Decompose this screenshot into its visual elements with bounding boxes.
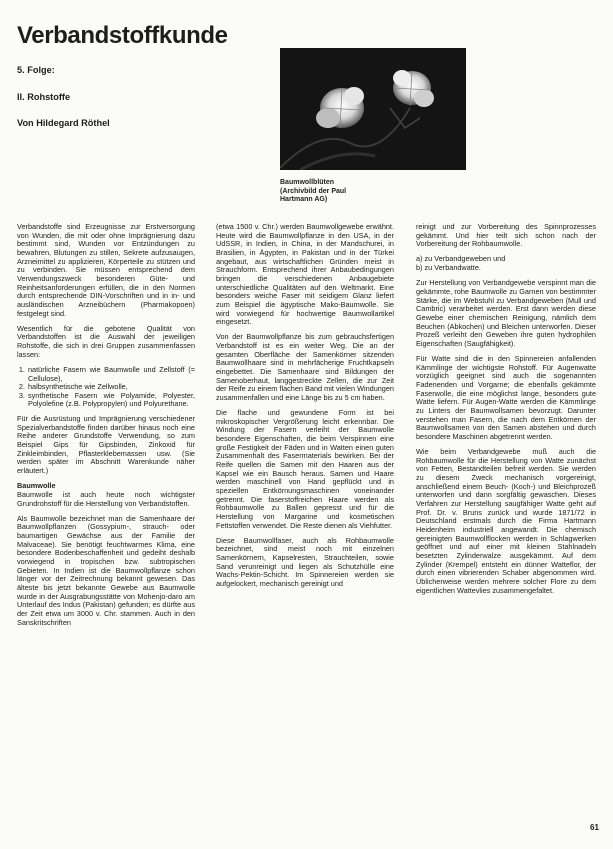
paragraph: Die flache und gewundene Form ist bei mikroskopischer Vergrößerung leicht erkennbar. Die Windung der Fasern verleiht der Baumwolle besondere Eigenschaften, die beim Verspinnen eine große Festigkeit der Fäden und in Watten einen guten Zusammenhalt des Fasermaterials bewirken. Bei der Reife quellen die Samen mit den Haaren aus der Kapsel wie ein Bausch heraus. Samen und Haare werden maschinell von Hand gepflückt und in speziellen Entkörnungsmaschinen voneinander getrennt. Die faserstoffreichen Haare werden als Rohbaumwolle zu Ballen gepresst und für die Herstellung von Margarine und kosmetischen Fettstoffen verwendet. Die Reste dienen als Viehfutter.: [216, 408, 394, 530]
list-item: 1. natürliche Fasern wie Baumwolle und Zellstoff (= Cellulose),: [27, 366, 195, 383]
paragraph: reinigt und zur Vorbereitung des Spinnprozesses gekämmt. Und hier teilt sich schon nach der Vorbereitung der Rohbaumwolle.: [416, 222, 596, 249]
paragraph: Wesentlich für die gebotene Qualität von Verbandstoffen ist die Auswahl der jeweiligen Rohstoffe, die sich in drei Gruppen zusammenfassen lassen:: [17, 323, 195, 359]
list-item: 3. synthetische Fasern wie Polyamide, Polyester, Polyolefine (z.B. Polypropylen) und Polyurethane.: [27, 392, 195, 409]
text-column-2: [216, 223, 394, 595]
list-option-b: b) zu Verbandwatte.: [416, 263, 481, 273]
cotton-blossom-illustration: [280, 48, 466, 170]
paragraph: Als Baumwolle bezeichnet man die Samenhaare der Baumwollpflanzen (Gossypium-, strauch- oder baumartigen Gewächse aus der Familie der Malvaceae). Sie benötigt feuchtwarmes Klima, eine besondere Bodenbeschaffenheit und gedeiht deshalb vorwiegend in tropischen bzw. subtropischen Gebieten. In Indien ist die Baumwollpflanze schon länger vor der Zeitrechnung bekannt gewesen. Das älteste bis jetzt bekannte Gewebe aus Baumwolle wurde in der Ausgrabungsstätte von Mohenjo-daro am Unterlauf des Indus (Pakistan) gefunden; es dürfte aus der Zeit etwa um 3000 v. Chr. stammen. Auch in den Sanskritschriften: [17, 513, 195, 627]
section-label: II. Rohstoffe: [17, 92, 71, 102]
paragraph: Diese Baumwollfaser, auch als Rohbaumwolle bezeichnet, sind meist noch mit einzelnen Samenkörnern, Kapselresten, Strauchteilen, sowie Sand verunreinigt und liegen als Schutzhülle eine Wachs-Pektin-Schicht. Im Spinnereien werden sie aufgelockert, mechanisch gereinigt und: [216, 535, 394, 589]
cotton-blossom-photo: [280, 48, 466, 170]
paragraph: Verbandstoffe sind Erzeugnisse zur Erstversorgung von Wunden, die mit oder ohne Imprägnierung dazu bestimmt sind, Wunden vor Entzündungen zu bewahren, Blutungen zu stillen, Sekrete aufzusaugen, Arzneimittel zu applizieren, Körperteile zu stützen und zu verbinden. Sie müssen entsprechend dem Verwendungszweck besonderen Güte- und Reinheitsanforderungen erfüllen, die in den Normen durch entsprechende DIN-Vorschriften und in in- und ausländischen Arzneibüchern (Pharmakopoen) festgelegt sind.: [17, 222, 195, 318]
paragraph: Für Watte sind die in den Spinnereien anfallenden Kämmlinge der wichtigste Rohstoff. Für Augenwatte vorzüglich geeignet sind auch die sogenannten Fadenenden und Vorgarne; die ebenfalls gekämmte Faserwolle, die eine möglichst lange, besonders gute Watte liefern. Für Augen-Watte werden die Kämmlinge zu Linters der Baumwollsamen bevorzugt. Darunter verstehen man Fasern, die nach dem Entkörnen der Baumwollsamen von den Samen abstehen und durch besondere Maschinen abgetrennt werden.: [416, 354, 596, 441]
page-number: 61: [590, 823, 599, 832]
list-option-a: a) zu Verbandgeweben und: [416, 254, 506, 264]
subheading-baumwolle: Baumwolle: [17, 481, 56, 491]
paragraph: Von der Baumwollpflanze bis zum gebrauchsfertigen Verbandstoff ist es ein weiter Weg. Die an der gesamten Oberfläche der Samenkörner sitzenden Baumwollhaare sind in mehrfächerige Fruchtkapseln eingebettet. Die Samenhaare sind Bildungen der Samenoberhaut, langgestreckte Zellen, die zur Zeit der Reife zu einem flachen Band mit vielen Windungen zusammenfallen und eine Länge bis zu 5 cm haben.: [216, 332, 394, 402]
text-column-3: [416, 223, 596, 602]
author-line: Von Hildegard Röthel: [17, 118, 110, 128]
paragraph: Zur Herstellung von Verbandgewebe verspinnt man die gekämmte, rohe Baumwolle zu Garnen von bestimmter Stärke, die im Webstuhl zu Verbandgeweben (Mull und Cambric) verarbeitet werden. Erst dann werden diese Gewebe einer chemischen Reinigung, nämlich dem Beuchen (Abkochen) und Bleichen unterworfen. Dieser Prozeß verleiht den Geweben ihre guten hydrophilen Eigenschaften (Saugfähigkeit).: [416, 278, 596, 348]
paragraph: Baumwolle ist auch heute noch wichtigster Grundrohstoff für die Herstellung von Verbandstoffen.: [17, 489, 195, 508]
page-title: Verbandstoffkunde: [17, 22, 228, 49]
text-column-1: [17, 223, 195, 634]
photo-caption: Baumwollblüten (Archivbild der Paul Hartmann AG): [280, 179, 347, 203]
fiber-group-list: [17, 366, 195, 409]
series-label: 5. Folge:: [17, 65, 55, 75]
paragraph: Für die Ausrüstung und Imprägnierung verschiedener Spezialverbandstoffe finden darüber hinaus noch eine Reihe anderer Grundstoffe Verwendung, so zum Beispiel Gips für Gipsbinden, Zinkoxid für Zinkleimbinden, Pflasterklebemassen usw. (Sie werden später im Abschnitt Warenkunde näher erläutert.): [17, 414, 195, 476]
paragraph: (etwa 1500 v. Chr.) werden Baumwollgewebe erwähnt. Heute wird die Baumwollpflanze in den USA, in der UdSSR, in Indien, in China, in der Mandschurei, in Brasilien, in Ägypten, in Pakistan und in der Türkei angebaut, aus wirtschaftlichen Gründen meist in Strauchform. Entsprechend ihrer Anbaubedingungen bringen die verschiedenen Anbaugebiete unterschiedliche Qualitäten auf den Weltmarkt. Eine besonders weiche Faser mit seidigem Glanz liefert zum Beispiel die ägyptische Mako-Baumwolle. Sie wird vorwiegend für hochwertige Baumwollartikel eingesetzt.: [216, 222, 394, 327]
list-item: 2. halbsynthetische wie Zellwolle,: [27, 383, 195, 392]
paragraph: Wie beim Verbandgewebe muß auch die Rohbaumwolle für die Herstellung von Watte zunächst von Fetten, Bestandteilen befreit werden. Sie werden zu diesem Zweck mechanisch vorgereinigt, anschließend einem Beuch- (Koch-) und Bleichprozeß unterworfen und dann sorgfältig gewaschen. Dieses Verfahren zur Herstellung saugfähiger Watte geht auf Prof. Dr. v. Bruns zurück und wurde 1871/72 in Deutschland erstmals durch die Firma Hartmann Heidenheim industriell angewandt. Die chemisch gereinigten Baumwollflocken werden in Schlagwerken geöffnet und auf einer mit kleinen Stahlnadeln besetzten Zylinderwalze ausgekämmt. Auf dem Zylinder (Krempel) entsteht ein dünner Watteflor, der durch einen vibrierenden Schaber abgenommen wird. Üblicherweise werden mehrere solcher Flore zu dem eigentlichen Wattevlies zusammengefaltet.: [416, 447, 596, 595]
